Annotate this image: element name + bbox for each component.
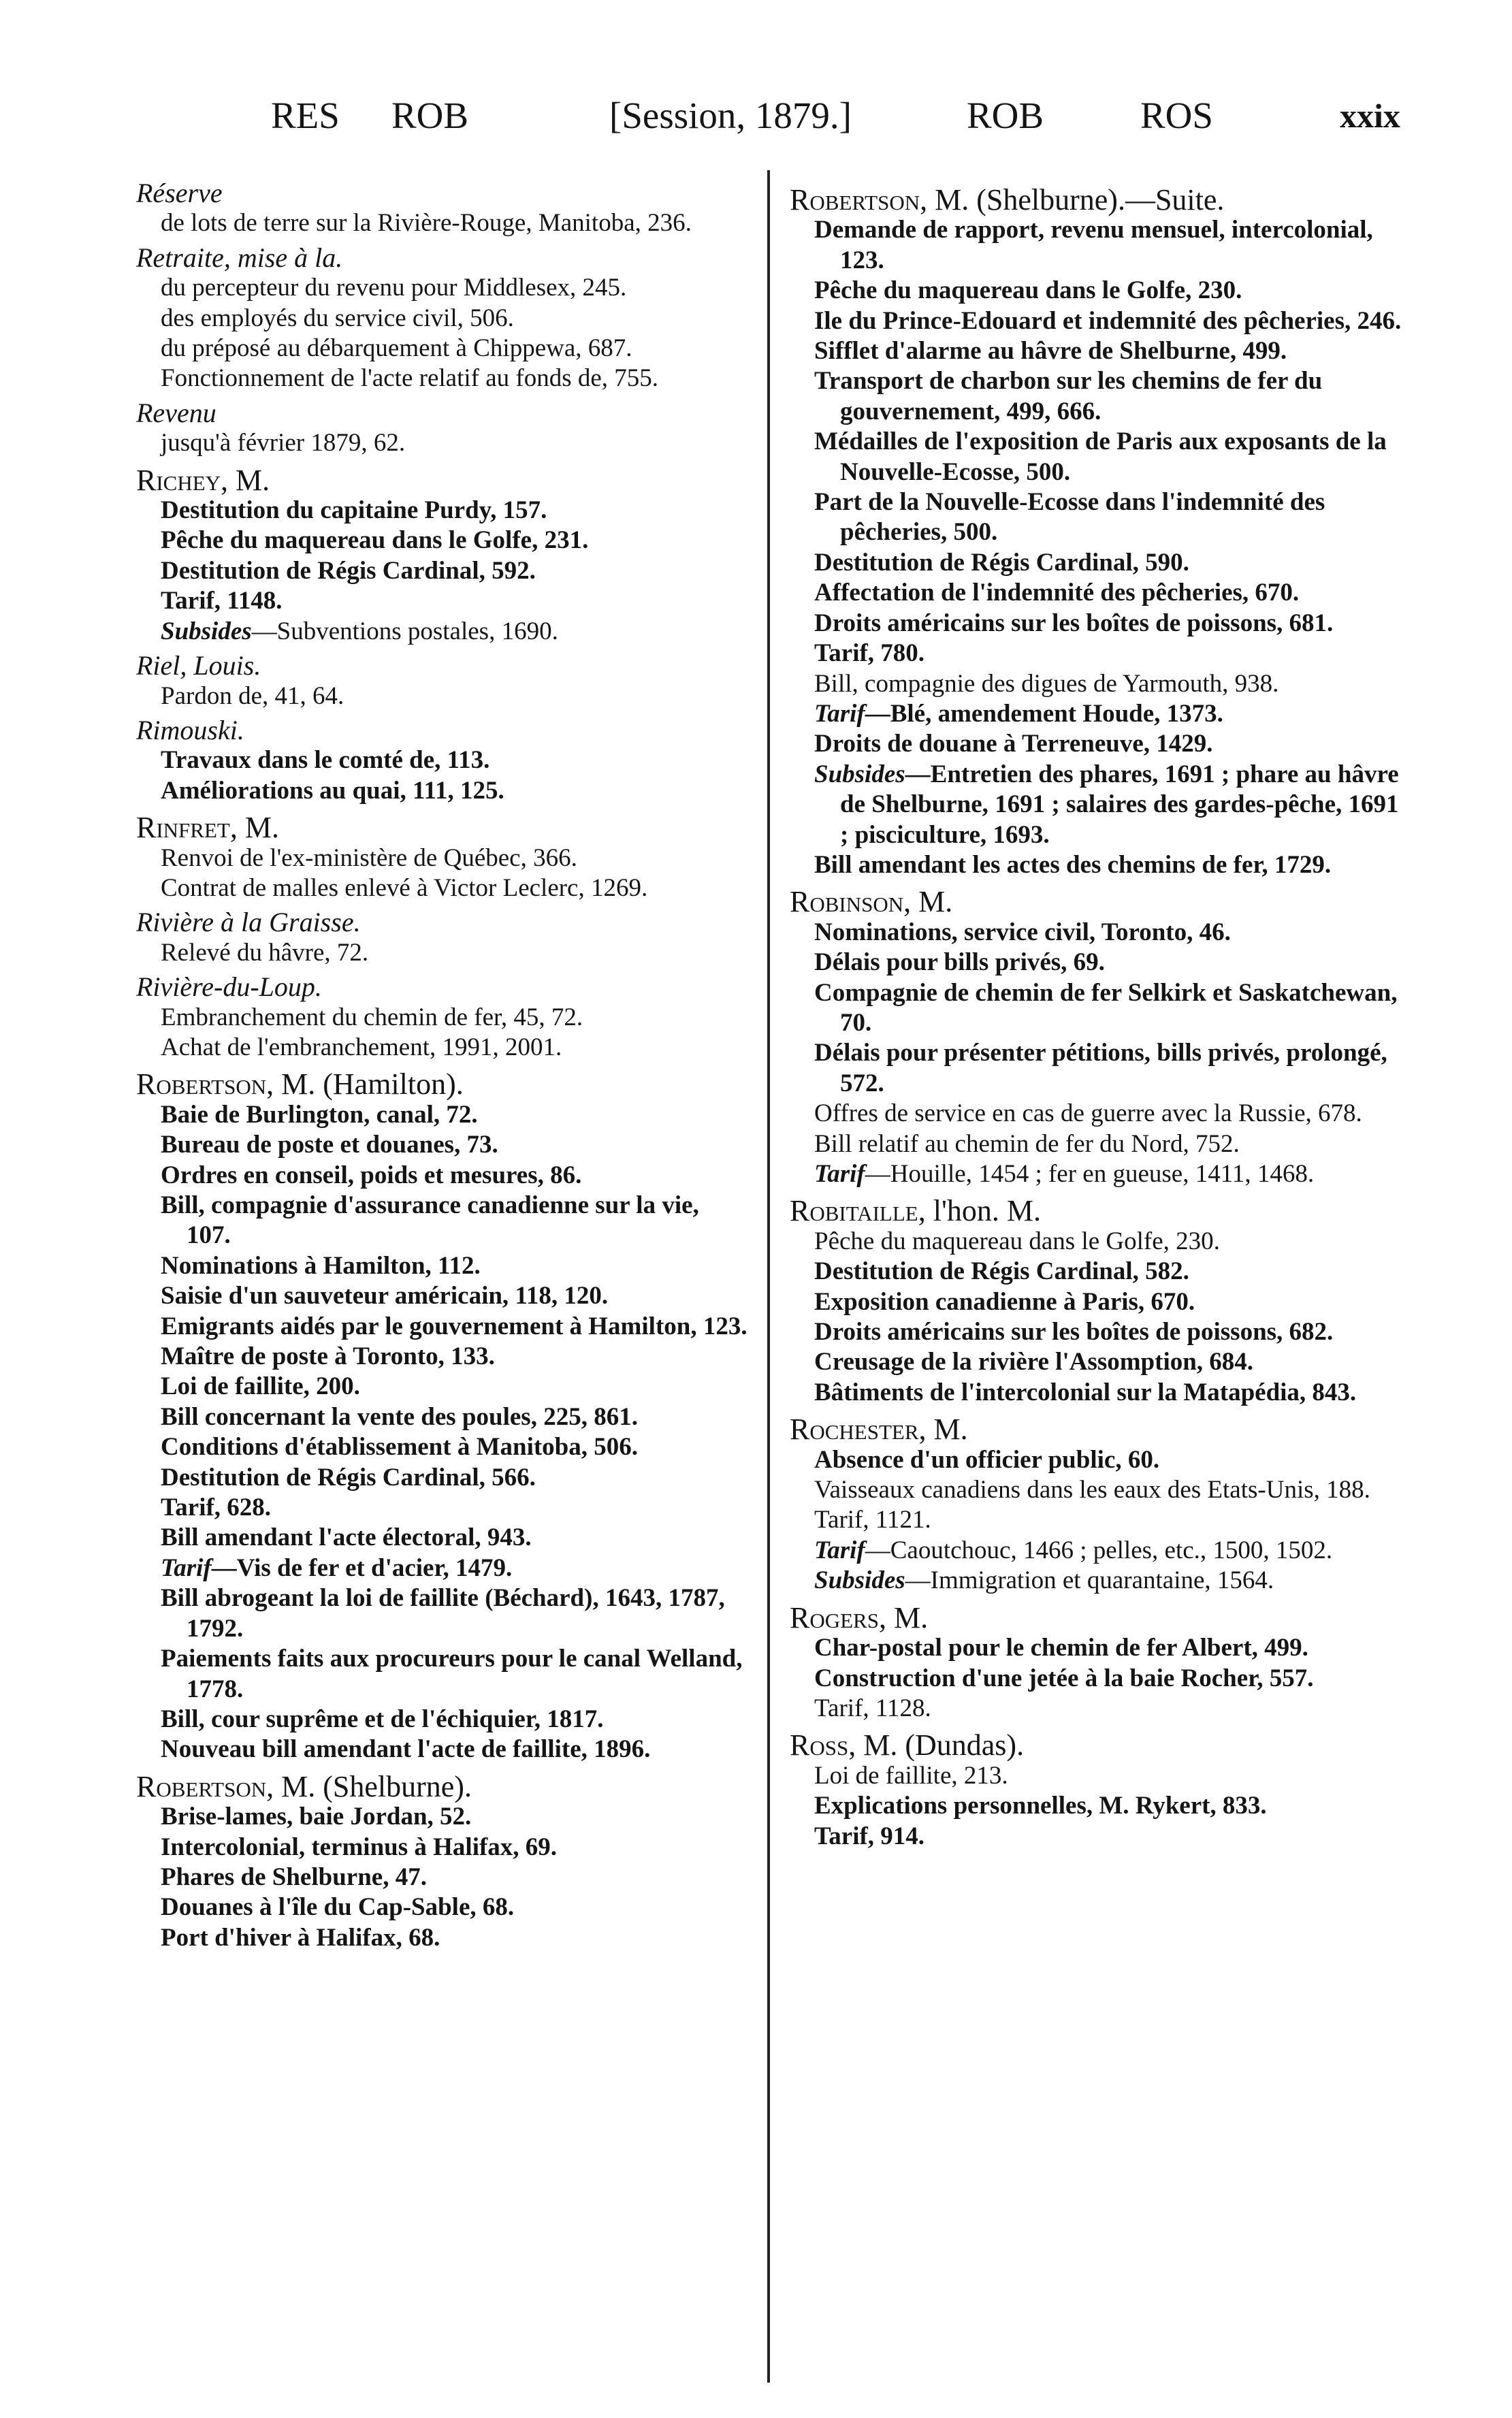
index-reference xyxy=(790,760,1406,850)
reference-text: —Vis de fer et d'acier, 1479. xyxy=(211,1553,513,1582)
reference-text: Offres de service en cas de guerre avec la Russie, 678. xyxy=(814,1099,1362,1128)
index-entry xyxy=(136,1769,749,1953)
index-column-left xyxy=(136,178,749,1957)
reference-text: Sifflet d'alarme au hâvre de Shelburne, 499. xyxy=(814,337,1287,366)
entry-heading xyxy=(136,1069,749,1099)
reference-text: Bill abrogeant la loi de faillite (Béchard), 1643, 1787, 1792. xyxy=(161,1584,725,1643)
index-reference xyxy=(136,1523,749,1553)
reference-text: Contrat de malles enlevé à Victor Leclerc, 1269. xyxy=(161,873,648,902)
index-entry xyxy=(790,1415,1406,1596)
reference-text: Bill, compagnie des digues de Yarmouth, 938. xyxy=(814,669,1279,698)
entry-heading xyxy=(136,651,749,681)
entry-heading-name: Robertson, M. xyxy=(136,1769,316,1803)
index-reference xyxy=(790,1159,1406,1189)
entry-heading-name: Rimouski. xyxy=(136,714,244,745)
reference-text: Part de la Nouvelle-Ecosse dans l'indemnité des pêcheries, 500. xyxy=(814,488,1325,547)
header-right-word-1: ROB xyxy=(967,95,1044,136)
entry-heading xyxy=(790,1196,1406,1226)
reference-text: Bureau de poste et douanes, 73. xyxy=(161,1131,498,1159)
reference-text: Relevé du hâvre, 72. xyxy=(161,938,369,967)
index-reference xyxy=(790,1694,1406,1724)
reference-text: Loi de faillite, 200. xyxy=(161,1372,360,1401)
index-reference xyxy=(136,776,749,806)
entry-heading xyxy=(136,813,749,843)
index-reference xyxy=(790,1664,1406,1694)
index-entry xyxy=(790,1196,1406,1408)
header-left-word-2: ROB xyxy=(391,95,469,136)
entry-heading-name: Rogers, M. xyxy=(790,1600,929,1634)
index-reference xyxy=(136,1312,749,1342)
index-entry xyxy=(136,907,749,968)
index-reference xyxy=(790,729,1406,759)
index-reference xyxy=(136,1100,749,1130)
index-entry xyxy=(136,463,749,647)
reference-text: Destitution de Régis Cardinal, 590. xyxy=(814,548,1189,577)
reference-text: —Immigration et quarantaine, 1564. xyxy=(905,1566,1274,1595)
reference-text: Bâtiments de l'intercolonial sur la Matapédia, 843. xyxy=(814,1378,1357,1406)
reference-text: Bill relatif au chemin de fer du Nord, 752. xyxy=(814,1129,1240,1158)
index-reference xyxy=(136,556,749,586)
index-reference xyxy=(136,364,749,393)
entry-heading xyxy=(136,715,749,745)
reference-prefix: Tarif xyxy=(814,699,865,728)
index-reference xyxy=(790,427,1406,487)
reference-text: Pêche du maquereau dans le Golfe, 230. xyxy=(814,1227,1220,1255)
index-reference xyxy=(790,978,1406,1039)
index-reference xyxy=(790,850,1406,880)
entry-heading-name: Robinson, M. xyxy=(790,885,953,919)
index-reference xyxy=(790,1099,1406,1129)
entry-heading-name: Réserve xyxy=(136,178,223,208)
index-reference xyxy=(790,1038,1406,1099)
index-reference xyxy=(136,334,749,364)
index-reference xyxy=(136,496,749,526)
index-reference xyxy=(136,1191,749,1251)
reference-text: Tarif, 628. xyxy=(161,1494,272,1522)
index-entry xyxy=(136,178,749,239)
reference-text: —Subventions postales, 1690. xyxy=(251,617,558,645)
index-reference xyxy=(790,336,1406,366)
entry-heading xyxy=(136,907,749,937)
reference-text: Demande de rapport, revenu mensuel, intercolonial, 123. xyxy=(814,216,1373,274)
reference-text: Bill, compagnie d'assurance canadienne sur la vie, 107. xyxy=(161,1191,699,1250)
reference-text: jusqu'à février 1879, 62. xyxy=(161,429,406,457)
reference-text: Ordres en conseil, poids et mesures, 86. xyxy=(161,1161,582,1189)
index-entry xyxy=(136,972,749,1063)
index-entry xyxy=(136,1069,749,1764)
reference-prefix: Subsides xyxy=(814,1566,905,1595)
index-reference xyxy=(136,1161,749,1191)
entry-heading-name: Robitaille, xyxy=(790,1194,926,1228)
reference-text: Absence d'un officier public, 60. xyxy=(814,1445,1160,1474)
entry-heading xyxy=(790,1415,1406,1445)
reference-text: —Blé, amendement Houde, 1373. xyxy=(865,699,1223,728)
index-reference xyxy=(136,208,749,238)
index-reference xyxy=(790,1536,1406,1566)
column-divider xyxy=(767,170,770,2383)
entry-heading-name: Robertson, M. xyxy=(136,1067,316,1101)
index-reference xyxy=(790,1791,1406,1821)
reference-text: Droits de douane à Terreneuve, 1429. xyxy=(814,730,1213,758)
header-session: [Session, 1879.] xyxy=(609,95,852,136)
index-reference xyxy=(790,1287,1406,1317)
reference-text: Tarif, 1128. xyxy=(814,1694,931,1722)
index-reference xyxy=(136,1463,749,1493)
index-reference xyxy=(790,669,1406,699)
index-reference xyxy=(136,1402,749,1432)
index-reference xyxy=(136,1802,749,1832)
index-reference xyxy=(790,948,1406,978)
index-reference xyxy=(136,1923,749,1953)
index-reference xyxy=(790,609,1406,639)
index-reference xyxy=(136,1251,749,1281)
entry-heading-suffix: (Dundas). xyxy=(905,1728,1025,1762)
reference-text: Char-postal pour le chemin de fer Albert, 499. xyxy=(814,1634,1308,1662)
reference-text: Ile du Prince-Edouard et indemnité des pêcheries, 246. xyxy=(814,306,1402,335)
entry-heading xyxy=(136,972,749,1002)
index-reference xyxy=(790,276,1406,306)
index-reference xyxy=(790,1317,1406,1347)
reference-text: Délais pour présenter pétitions, bills privés, prolongé, 572. xyxy=(814,1039,1387,1097)
index-reference xyxy=(136,1003,749,1033)
reference-text: Médailles de l'exposition de Paris aux exposants de la Nouvelle-Ecosse, 500. xyxy=(814,428,1387,486)
index-entry xyxy=(136,715,749,806)
index-reference xyxy=(136,1863,749,1892)
index-reference xyxy=(790,1633,1406,1663)
index-reference xyxy=(790,639,1406,668)
index-reference xyxy=(136,1342,749,1372)
index-reference xyxy=(136,1033,749,1063)
index-reference xyxy=(136,1372,749,1402)
index-entry xyxy=(136,651,749,711)
entry-heading-name: Rivière à la Graisse. xyxy=(136,907,361,938)
reference-text: du percepteur du revenu pour Middlesex, 245. xyxy=(161,274,627,302)
index-reference xyxy=(136,1553,749,1583)
reference-text: de lots de terre sur la Rivière-Rouge, Manitoba, 236. xyxy=(161,209,692,238)
reference-text: Pêche du maquereau dans le Golfe, 230. xyxy=(814,276,1242,305)
reference-prefix: Tarif xyxy=(814,1536,865,1564)
index-reference xyxy=(136,1644,749,1705)
reference-text: Achat de l'embranchement, 1991, 2001. xyxy=(161,1033,562,1061)
index-reference xyxy=(790,1822,1406,1852)
reference-text: Phares de Shelburne, 47. xyxy=(161,1863,427,1891)
reference-text: Droits américains sur les boîtes de poissons, 681. xyxy=(814,609,1334,637)
index-reference xyxy=(136,1432,749,1462)
reference-text: Bill amendant les actes des chemins de fer, 1729. xyxy=(814,850,1332,879)
running-header xyxy=(0,85,1512,146)
index-entry xyxy=(790,185,1406,880)
entry-heading xyxy=(136,1769,749,1803)
reference-prefix: Subsides xyxy=(161,617,252,645)
index-reference xyxy=(790,366,1406,427)
reference-text: du préposé au débarquement à Chippewa, 687. xyxy=(161,334,632,363)
entry-heading xyxy=(790,1600,1406,1634)
reference-text: —Entretien des phares, 1691 ; phare au hâvre de Shelburne, 1691 ; salaires des gardes-pêche, 1691 ; pisciculture, 1693. xyxy=(840,760,1399,849)
reference-text: Baie de Burlington, canal, 72. xyxy=(161,1100,478,1129)
reference-text: Loi de faillite, 213. xyxy=(814,1761,1008,1790)
index-column-right xyxy=(790,178,1406,1856)
index-reference xyxy=(136,938,749,968)
index-reference xyxy=(136,1583,749,1644)
index-reference xyxy=(136,1130,749,1160)
index-reference xyxy=(136,843,749,873)
index-reference xyxy=(136,1281,749,1311)
reference-text: Maître de poste à Toronto, 133. xyxy=(161,1342,495,1371)
entry-heading-name: Rivière-du-Loup. xyxy=(136,971,322,1003)
reference-text: Améliorations au quai, 111, 125. xyxy=(161,776,504,805)
index-reference xyxy=(790,1129,1406,1159)
index-reference xyxy=(136,1705,749,1735)
entry-heading-name: Robertson, M. xyxy=(790,183,969,216)
reference-text: Bill concernant la vente des poules, 225, 861. xyxy=(161,1402,638,1431)
index-reference xyxy=(136,617,749,647)
entry-heading-suffix: (Shelburne). xyxy=(323,1769,472,1803)
index-entry xyxy=(790,1600,1406,1724)
reference-text: Pêche du maquereau dans le Golfe, 231. xyxy=(161,526,589,555)
entry-heading xyxy=(790,1730,1406,1760)
reference-text: Transport de charbon sur les chemins de fer du gouvernement, 499, 666. xyxy=(814,367,1323,425)
index-reference xyxy=(136,1493,749,1523)
reference-text: Embranchement du chemin de fer, 45, 72. xyxy=(161,1003,583,1031)
index-reference xyxy=(790,1761,1406,1791)
reference-text: Destitution de Régis Cardinal, 582. xyxy=(814,1257,1189,1286)
entry-heading-suffix: (Shelburne).—Suite. xyxy=(976,183,1225,216)
reference-text: Construction d'une jetée à la baie Rocher, 557. xyxy=(814,1664,1314,1692)
index-reference xyxy=(136,428,749,458)
reference-text: Affectation de l'indemnité des pêcheries, 670. xyxy=(814,579,1300,607)
index-entry xyxy=(136,813,749,903)
reference-text: Fonctionnement de l'acte relatif au fonds de, 755. xyxy=(161,364,659,393)
index-reference xyxy=(790,548,1406,578)
reference-text: Explications personnelles, M. Rykert, 833. xyxy=(814,1792,1267,1820)
index-reference xyxy=(790,699,1406,729)
index-reference xyxy=(136,1892,749,1922)
index-entry xyxy=(136,398,749,459)
reference-text: Destitution du capitaine Purdy, 157. xyxy=(161,496,547,525)
reference-text: Compagnie de chemin de fer Selkirk et Saskatchewan, 70. xyxy=(814,978,1398,1037)
entry-heading-suffix: l'hon. M. xyxy=(933,1194,1041,1228)
index-reference xyxy=(136,681,749,711)
index-reference xyxy=(136,1735,749,1764)
reference-text: Vaisseaux canadiens dans les eaux des Etats-Unis, 188. xyxy=(814,1476,1370,1504)
reference-text: Bill, cour suprême et de l'échiquier, 1817. xyxy=(161,1705,604,1733)
reference-text: Travaux dans le comté de, 113. xyxy=(161,746,490,775)
entry-heading-name: Rinfret, M. xyxy=(136,811,279,845)
entry-heading-suffix: (Hamilton). xyxy=(323,1067,464,1101)
index-reference xyxy=(790,1505,1406,1535)
index-reference xyxy=(136,1833,749,1863)
reference-text: Conditions d'établissement à Manitoba, 506. xyxy=(161,1433,639,1462)
reference-text: Port d'hiver à Halifax, 68. xyxy=(161,1923,440,1952)
reference-text: Destitution de Régis Cardinal, 566. xyxy=(161,1463,536,1492)
entry-heading-name: Richey, M. xyxy=(136,463,270,497)
reference-text: Bill amendant l'acte électoral, 943. xyxy=(161,1524,532,1552)
index-entry xyxy=(790,1730,1406,1852)
reference-text: Tarif, 780. xyxy=(814,639,925,668)
reference-prefix: Tarif xyxy=(814,1160,865,1188)
index-reference xyxy=(790,1378,1406,1408)
reference-text: Douanes à l'île du Cap-Sable, 68. xyxy=(161,1893,515,1922)
reference-text: Destitution de Régis Cardinal, 592. xyxy=(161,556,536,585)
header-right-word-2: ROS xyxy=(1140,95,1213,136)
reference-text: —Houille, 1454 ; fer en gueuse, 1411, 1468. xyxy=(865,1160,1315,1188)
reference-prefix: Subsides xyxy=(814,760,905,788)
index-reference xyxy=(790,215,1406,276)
reference-text: Délais pour bills privés, 69. xyxy=(814,948,1105,977)
entry-heading xyxy=(136,398,749,428)
reference-text: —Caoutchouc, 1466 ; pelles, etc., 1500, 1502. xyxy=(865,1536,1333,1564)
index-reference xyxy=(790,1347,1406,1377)
reference-text: Pardon de, 41, 64. xyxy=(161,681,344,710)
page-number: xxix xyxy=(1340,97,1400,135)
entry-heading-name: Retraite, mise à la. xyxy=(136,242,343,273)
reference-text: Brise-lames, baie Jordan, 52. xyxy=(161,1803,472,1831)
reference-text: Nominations, service civil, Toronto, 46. xyxy=(814,918,1231,946)
index-reference xyxy=(790,1566,1406,1596)
index-reference xyxy=(790,306,1406,336)
reference-text: Creusage de la rivière l'Assomption, 684. xyxy=(814,1348,1254,1376)
index-reference xyxy=(790,487,1406,548)
reference-text: Tarif, 1121. xyxy=(814,1506,931,1534)
index-reference xyxy=(136,273,749,303)
index-reference xyxy=(790,578,1406,608)
reference-text: Nominations à Hamilton, 112. xyxy=(161,1251,481,1280)
entry-heading-name: Revenu xyxy=(136,397,216,428)
reference-text: des employés du service civil, 506. xyxy=(161,304,514,332)
index-reference xyxy=(790,1475,1406,1505)
entry-heading xyxy=(136,243,749,273)
index-reference xyxy=(790,1227,1406,1257)
reference-text: Tarif, 1148. xyxy=(161,587,283,615)
entry-heading-name: Ross, M. xyxy=(790,1728,898,1762)
reference-text: Renvoi de l'ex-ministère de Québec, 366. xyxy=(161,843,577,872)
index-reference xyxy=(790,918,1406,948)
reference-text: Nouveau bill amendant l'acte de faillite, 1896. xyxy=(161,1735,651,1764)
index-entry xyxy=(790,887,1406,1189)
header-left-word-1: RES xyxy=(271,95,340,136)
reference-prefix: Tarif xyxy=(161,1553,212,1582)
index-reference xyxy=(136,526,749,555)
entry-heading xyxy=(790,887,1406,917)
index-entry xyxy=(136,243,749,394)
entry-heading-name: Riel, Louis. xyxy=(136,650,261,681)
reference-text: Paiements faits aux procureurs pour le canal Welland, 1778. xyxy=(161,1645,743,1703)
reference-text: Droits américains sur les boîtes de poissons, 682. xyxy=(814,1318,1334,1347)
index-reference xyxy=(136,745,749,775)
reference-text: Intercolonial, terminus à Halifax, 69. xyxy=(161,1833,558,1861)
reference-text: Saisie d'un sauveteur américain, 118, 120. xyxy=(161,1282,609,1310)
reference-text: Emigrants aidés par le gouvernement à Hamilton, 123. xyxy=(161,1312,747,1340)
index-reference xyxy=(136,586,749,616)
index-reference xyxy=(790,1257,1406,1287)
index-reference xyxy=(136,873,749,903)
entry-heading xyxy=(136,463,749,497)
index-reference xyxy=(136,304,749,334)
reference-text: Exposition canadienne à Paris, 670. xyxy=(814,1287,1195,1316)
reference-text: Tarif, 914. xyxy=(814,1822,925,1850)
index-reference xyxy=(790,1445,1406,1475)
entry-heading xyxy=(790,185,1406,215)
entry-heading xyxy=(136,178,749,208)
entry-heading-name: Rochester, M. xyxy=(790,1413,968,1447)
